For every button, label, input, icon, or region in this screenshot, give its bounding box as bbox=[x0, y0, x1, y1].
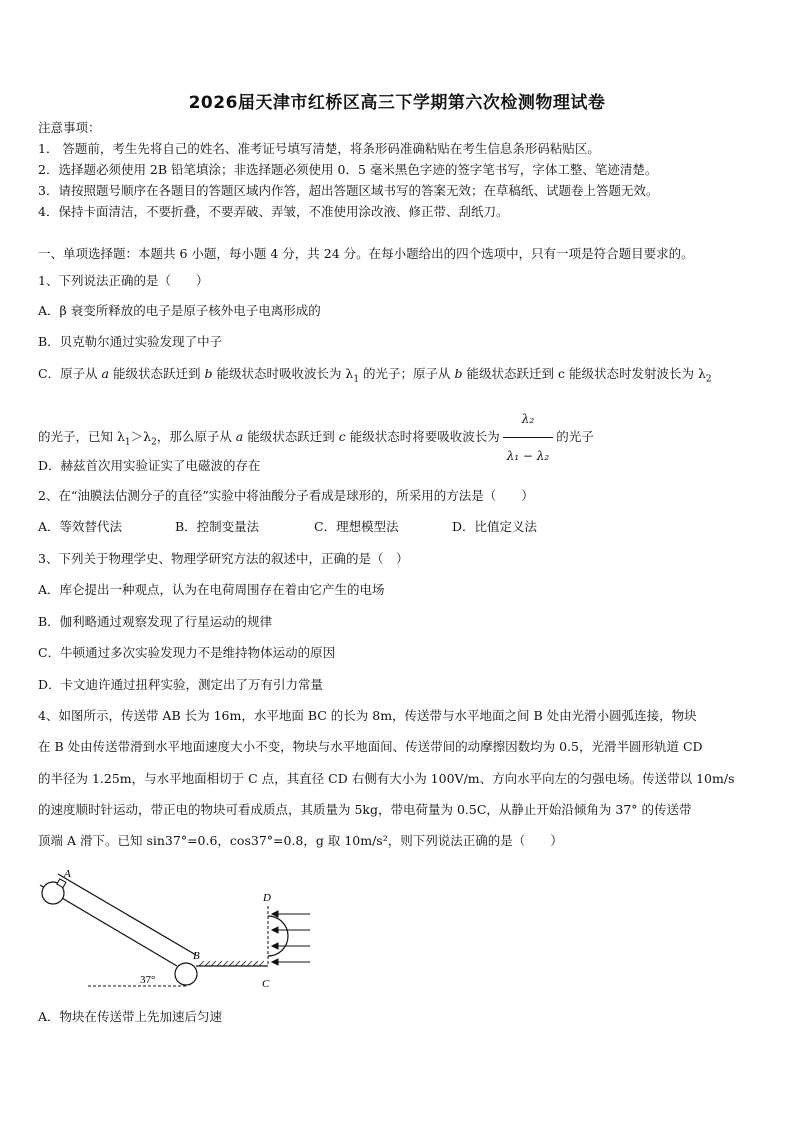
note-4: 4．保持卡面清洁，不要折叠，不要弄破、弄皱，不准使用涂改液、修正带、刮纸刀。 bbox=[38, 204, 509, 219]
q1-option-a: A．β 衰变所释放的电子是原子核外电子电离形成的 bbox=[38, 303, 321, 318]
label-d: D bbox=[263, 892, 271, 904]
q2-option-a: A．等效替代法 bbox=[38, 519, 123, 534]
level-a: a bbox=[235, 429, 244, 444]
text: 的光子，已知 λ bbox=[38, 429, 125, 444]
q1-option-c-line1 bbox=[38, 366, 712, 388]
subscript: 1 bbox=[124, 437, 131, 448]
level-b: b bbox=[204, 366, 213, 381]
q2-option-b: B．控制变量法 bbox=[175, 519, 260, 534]
q1-option-d: D．赫兹首次用实验证实了电磁波的存在 bbox=[38, 458, 261, 473]
text: 能级状态跃迁到 c 能级状态时发射波长为 λ bbox=[462, 366, 706, 381]
fraction-denominator: λ₁ − λ₂ bbox=[506, 449, 550, 463]
text: 的光子 bbox=[556, 429, 594, 444]
q2-options bbox=[38, 519, 538, 535]
label-c: C bbox=[262, 978, 270, 990]
fraction-numerator: λ₂ bbox=[503, 402, 554, 438]
text: C．原子从 bbox=[38, 366, 102, 381]
q2-option-c: C．理想模型法 bbox=[314, 519, 399, 534]
text: 能级状态时吸收波长为 λ bbox=[212, 366, 354, 381]
subscript: 2 bbox=[705, 374, 712, 385]
label-a: A bbox=[64, 868, 71, 880]
text: 能级状态跃迁到 bbox=[109, 366, 205, 381]
q4-line-5: 顶端 A 滑下。已知 sin37°=0.6，cos37°=0.8，g 取 10m/s²，则下列说法正确的是（ ） bbox=[38, 833, 563, 848]
text: 能级状态跃迁到 bbox=[243, 429, 339, 444]
notes-header: 注意事项： bbox=[38, 120, 101, 135]
ground-hatch bbox=[199, 961, 264, 966]
subscript: 1 bbox=[353, 374, 360, 385]
q3-option-d: D．卡文迪许通过扭秤实验，测定出了万有引力常量 bbox=[38, 677, 324, 692]
level-b: b bbox=[454, 366, 463, 381]
note-2: 2．选择题必须使用 2B 铅笔填涂；非选择题必须使用 0．5 毫米黑色字迹的签字笔书写，字体工整、笔迹清楚。 bbox=[38, 162, 658, 177]
q4-line-4: 的速度顺时针运动，带正电的物块可看成质点，其质量为 5kg，带电荷量为 0.5C，从静止开始沿倾角为 37° 的传送带 bbox=[38, 802, 692, 817]
section-heading: 一、单项选择题：本题共 6 小题，每小题 4 分，共 24 分。在每小题给出的四个选项中，只有一项是符合题目要求的。 bbox=[38, 246, 694, 261]
text: ＞λ bbox=[130, 429, 152, 444]
note-3: 3．请按照题号顺序在各题目的答题区域内作答，超出答题区域书写的答案无效；在草稿纸、试题卷上答题无效。 bbox=[38, 183, 659, 198]
q2-stem: 2、在“油膜法估测分子的直径”实验中将油酸分子看成是球形的，所采用的方法是（ ） bbox=[38, 488, 534, 503]
label-b: B bbox=[193, 950, 200, 962]
semicircle-track bbox=[268, 916, 288, 956]
level-a: a bbox=[101, 366, 109, 381]
q4-line-2: 在 B 处由传送带滑到水平地面速度大小不变，物块与水平地面间、传送带间的动摩擦因数均为 0.5，光滑半圆形轨道 CD bbox=[38, 739, 703, 754]
bottom-pulley bbox=[175, 963, 197, 985]
exam-title: 2026届天津市红桥区高三下学期第六次检测物理试卷 bbox=[188, 93, 606, 113]
text: 的光子；原子从 bbox=[359, 366, 455, 381]
q3-option-c: C．牛顿通过多次实验发现力不是维持物体运动的原因 bbox=[38, 645, 336, 660]
subscript: 2 bbox=[151, 437, 157, 448]
q3-stem: 3、下列关于物理学史、物理学研究方法的叙述中，正确的是（ ） bbox=[38, 551, 409, 566]
text: 能级状态时将要吸收波长为 bbox=[345, 429, 500, 444]
q2-option-d: D．比值定义法 bbox=[452, 519, 538, 534]
conveyor-figure bbox=[36, 862, 336, 1002]
q1-option-b: B．贝克勒尔通过实验发现了中子 bbox=[38, 334, 223, 349]
q4-option-a: A．物块在传送带上先加速后匀速 bbox=[38, 1009, 223, 1024]
note-1: 1． 答题前，考生先将自己的姓名、准考证号填写清楚，将条形码准确粘贴在考生信息条形码粘贴区。 bbox=[38, 141, 600, 156]
q4-line-3: 的半径为 1.25m，与水平地面相切于 C 点，其直径 CD 右侧有大小为 100V/m、方向水平向左的匀强电场。传送带以 10m/s bbox=[38, 771, 735, 786]
level-c: c bbox=[338, 429, 346, 444]
q1-stem: 1、下列说法正确的是（ ） bbox=[38, 273, 209, 288]
q3-option-a: A．库仑提出一种观点，认为在电荷周围存在着由它产生的电场 bbox=[38, 582, 385, 597]
wavelength-fraction bbox=[503, 402, 554, 473]
q3-option-b: B．伽利略通过观察发现了行星运动的规律 bbox=[38, 614, 273, 629]
q4-line-1: 4、如图所示，传送带 AB 长为 16m，水平地面 BC 的长为 8m，传送带与水平地面之间 B 处由光滑小圆弧连接，物块 bbox=[38, 708, 697, 723]
angle-label: 37° bbox=[140, 974, 156, 986]
text: ，那么原子从 bbox=[156, 429, 236, 444]
